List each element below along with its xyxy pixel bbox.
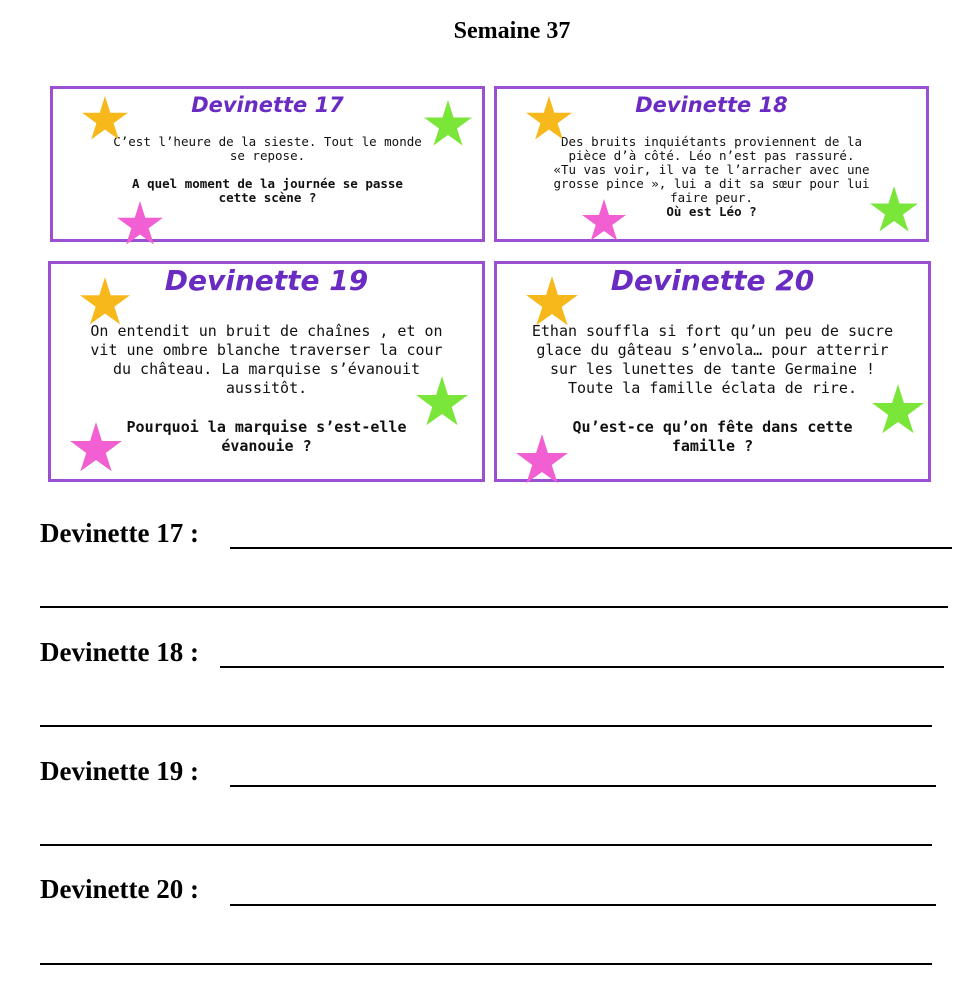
answer-label-20: Devinette 20 : [40, 874, 199, 904]
card-line: du château. La marquise s’évanouit [112, 360, 421, 378]
answer-line-17[interactable] [230, 547, 952, 549]
card-line: Ethan souffla si fort qu’un peu de sucre [531, 322, 894, 340]
card-question: Qu’est-ce qu’on fête dans cette [572, 418, 853, 436]
card-line: vit une ombre blanche traverser la cour [90, 341, 443, 359]
pink-star-icon [69, 422, 123, 472]
card-title: Devinette 17 [191, 93, 344, 117]
riddle-card-17 [50, 86, 485, 242]
riddle-card-20 [494, 261, 931, 482]
card-title: Devinette 20 [610, 264, 815, 297]
card-line: glace du gâteau s’envola… pour atterrir [536, 341, 889, 359]
riddle-card-18 [494, 86, 929, 242]
card-line: sur les lunettes de tante Germaine ! [549, 360, 876, 378]
answer-line-19[interactable] [230, 785, 936, 787]
answer-line-20[interactable] [230, 904, 936, 906]
card-line: aussitôt. [225, 379, 308, 397]
card-title: Devinette 18 [635, 93, 788, 117]
green-star-icon [871, 384, 925, 434]
answer-line-17-continued[interactable] [40, 606, 948, 608]
answer-line-20-continued[interactable] [40, 963, 932, 965]
answer-line-18[interactable] [220, 666, 944, 668]
answer-label-19: Devinette 19 : [40, 756, 199, 786]
answer-label-18: Devinette 18 : [40, 637, 199, 667]
card-body [65, 135, 470, 205]
card-question: cette scène ? [218, 190, 317, 205]
yellow-star-icon [525, 276, 579, 326]
card-question: famille ? [671, 437, 754, 455]
page-title: Semaine 37 [453, 18, 571, 44]
card-question: Pourquoi la marquise s’est-elle [126, 418, 407, 436]
answer-line-18-continued[interactable] [40, 725, 932, 727]
card-title: Devinette 19 [164, 264, 369, 297]
card-body [63, 322, 470, 456]
answer-label-17: Devinette 17 : [40, 518, 199, 548]
card-line: Des bruits inquiétants proviennent de la [560, 134, 863, 149]
card-question: Où est Léo ? [666, 204, 757, 219]
yellow-star-icon [525, 96, 573, 140]
yellow-star-icon [79, 277, 131, 325]
pink-star-icon [581, 199, 627, 241]
card-line: Toute la famille éclata de rire. [568, 379, 857, 397]
card-line: pièce d’à côté. Léo n’est pas rassuré. [568, 148, 855, 163]
card-line: On entendit un bruit de chaînes , et on [90, 322, 443, 340]
green-star-icon [423, 100, 473, 146]
card-body [509, 322, 916, 456]
card-body [505, 135, 918, 219]
card-line: se repose. [229, 148, 306, 163]
pink-star-icon [116, 201, 164, 245]
riddle-card-19 [48, 261, 485, 482]
green-star-icon [415, 376, 469, 426]
pink-star-icon [515, 434, 569, 484]
card-line: «Tu vas voir, il va te l’arracher avec une [553, 162, 870, 177]
yellow-star-icon [81, 96, 129, 140]
card-question: A quel moment de la journée se passe [132, 176, 403, 191]
green-star-icon [869, 186, 919, 232]
answer-line-19-continued[interactable] [40, 844, 932, 846]
card-line: faire peur. [670, 190, 753, 205]
card-question: évanouie ? [221, 437, 312, 455]
card-line: C’est l’heure de la sieste. Tout le monde [113, 134, 422, 149]
card-line: grosse pince », lui a dit sa sœur pour lui [553, 176, 870, 191]
